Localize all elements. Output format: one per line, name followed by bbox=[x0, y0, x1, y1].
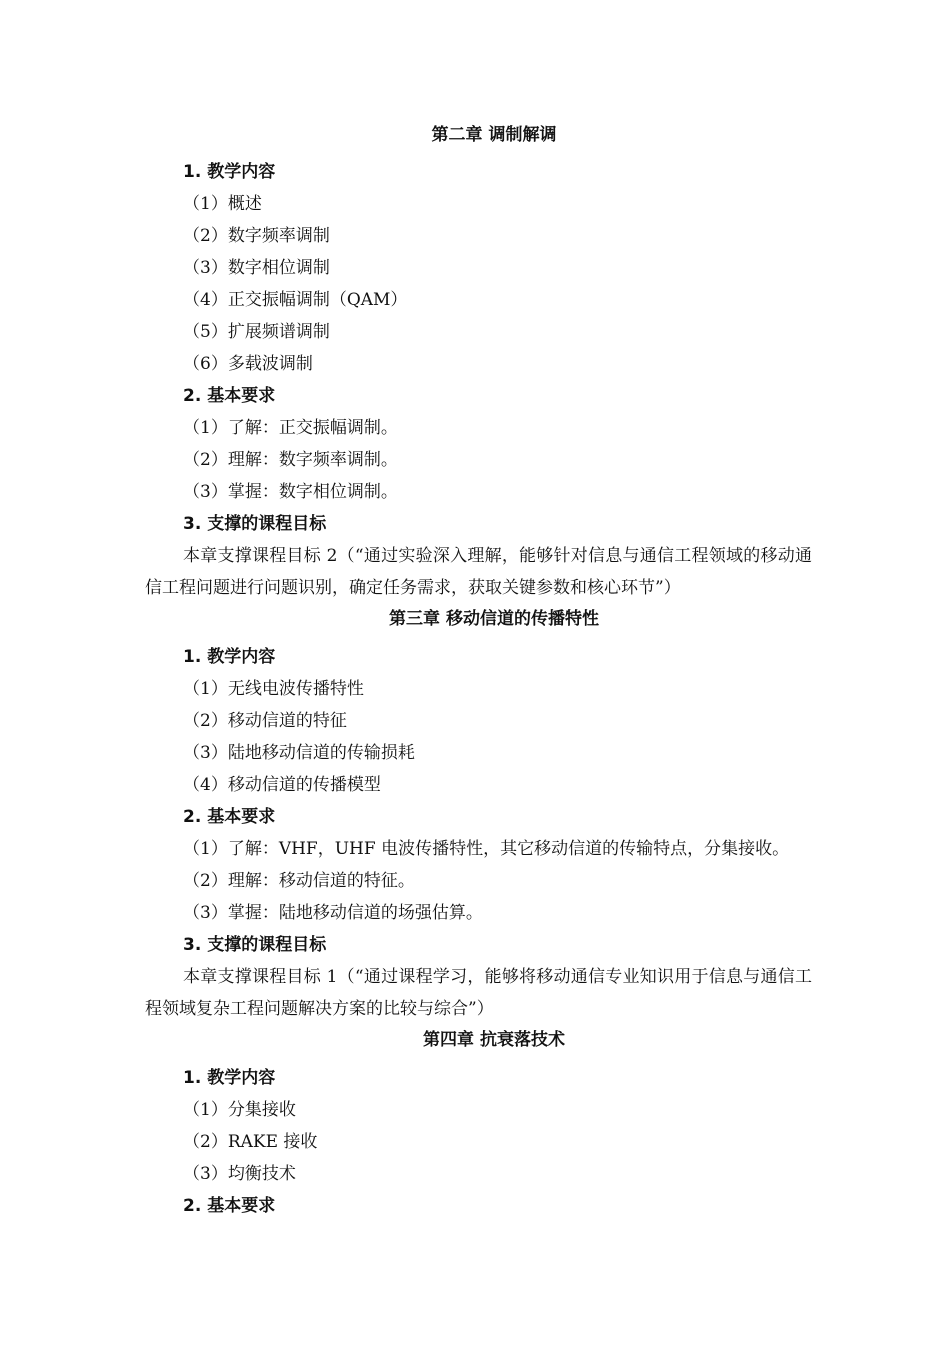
chapter-title: 第二章 调制解调 bbox=[431, 125, 557, 145]
section-heading-content: 1. 教学内容 bbox=[183, 1068, 276, 1088]
chapter-title: 第三章 移动信道的传播特性 bbox=[389, 609, 599, 629]
requirement-item: （1）了解：VHF，UHF 电波传播特性，其它移动信道的传输特点，分集接收。 bbox=[183, 839, 790, 859]
chapter-title: 第四章 抗衰落技术 bbox=[423, 1030, 565, 1050]
objective-paragraph: 本章支撑课程目标 1（“通过课程学习，能够将移动通信专业知识用于信息与通信工程领域复杂工程问题解决方案的比较与综合”） bbox=[145, 967, 812, 1019]
content-item: （5）扩展频谱调制 bbox=[183, 322, 330, 342]
content-item: （4）正交振幅调制（QAM） bbox=[183, 290, 408, 310]
content-item: （2）数字频率调制 bbox=[183, 226, 330, 246]
content-item: （2）RAKE 接收 bbox=[183, 1132, 318, 1152]
content-item: （1）分集接收 bbox=[183, 1100, 296, 1120]
requirement-item: （3）掌握：陆地移动信道的场强估算。 bbox=[183, 903, 483, 923]
requirement-item: （2）理解：移动信道的特征。 bbox=[183, 871, 415, 891]
section-heading-requirements: 2. 基本要求 bbox=[183, 386, 276, 406]
requirement-item: （3）掌握：数字相位调制。 bbox=[183, 482, 398, 502]
content-item: （1）无线电波传播特性 bbox=[183, 679, 364, 699]
section-heading-objectives: 3. 支撑的课程目标 bbox=[183, 935, 327, 955]
section-heading-objectives: 3. 支撑的课程目标 bbox=[183, 514, 327, 534]
content-item: （3）陆地移动信道的传输损耗 bbox=[183, 743, 415, 763]
requirement-item: （2）理解：数字频率调制。 bbox=[183, 450, 398, 470]
content-item: （3）数字相位调制 bbox=[183, 258, 330, 278]
section-heading-requirements: 2. 基本要求 bbox=[183, 807, 276, 827]
section-heading-content: 1. 教学内容 bbox=[183, 647, 276, 667]
section-heading-requirements: 2. 基本要求 bbox=[183, 1196, 276, 1216]
requirement-item: （1）了解：正交振幅调制。 bbox=[183, 418, 398, 438]
content-item: （3）均衡技术 bbox=[183, 1164, 296, 1184]
content-item: （2）移动信道的特征 bbox=[183, 711, 347, 731]
section-heading-content: 1. 教学内容 bbox=[183, 162, 276, 182]
content-item: （6）多载波调制 bbox=[183, 354, 313, 374]
objective-paragraph: 本章支撑课程目标 2（“通过实验深入理解，能够针对信息与通信工程领域的移动通信工程问题进行问题识别，确定任务需求，获取关键参数和核心环节”） bbox=[145, 546, 812, 598]
content-item: （1）概述 bbox=[183, 194, 262, 214]
content-item: （4）移动信道的传播模型 bbox=[183, 775, 381, 795]
